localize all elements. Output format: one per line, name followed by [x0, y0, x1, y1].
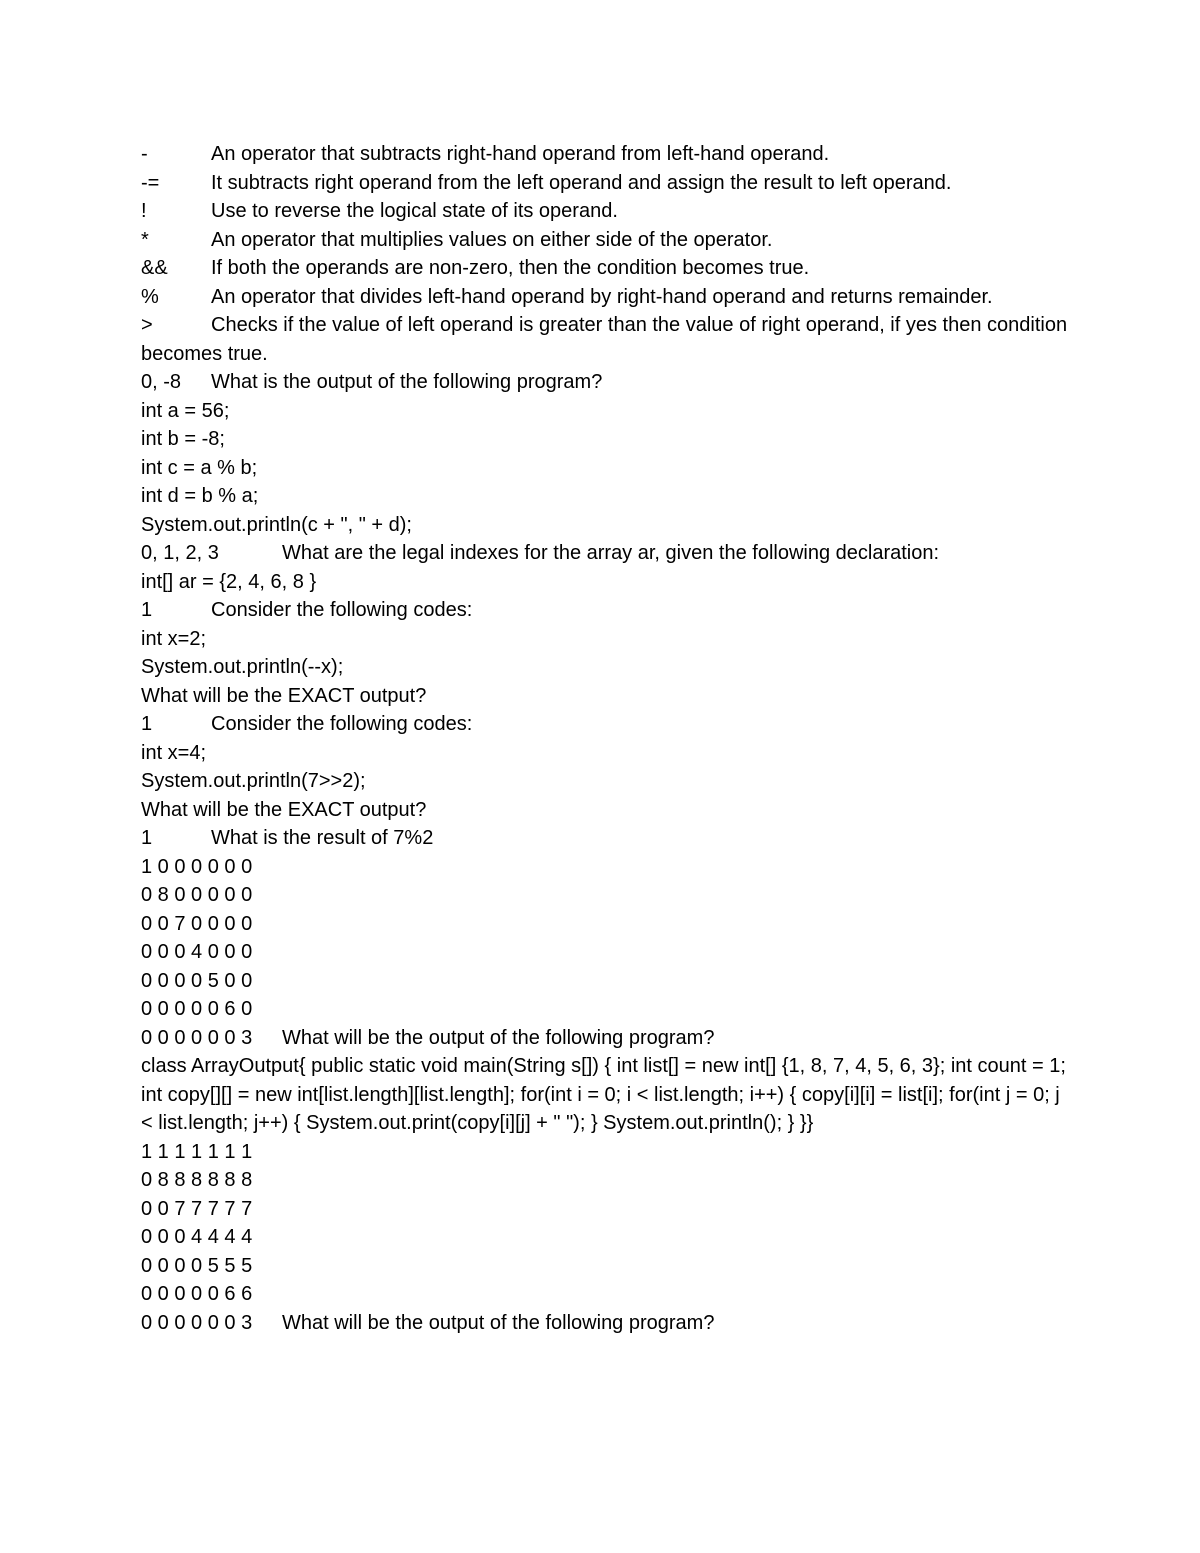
answer-line — [141, 710, 1071, 739]
matrix-row: 0 0 0 4 0 0 0 — [141, 941, 253, 963]
code-line: int d = b % a; — [141, 485, 259, 507]
code-line: int[] ar = {2, 4, 6, 8 } — [141, 570, 317, 593]
matrix-row: 0 0 0 0 5 5 5 — [141, 1254, 253, 1277]
answer-line — [141, 1309, 1071, 1338]
code-line: System.out.println(c + ", " + d); — [141, 513, 412, 536]
answer-line — [141, 368, 1071, 397]
term: % — [141, 285, 159, 308]
code-line: int x=2; — [141, 627, 207, 650]
term: ! — [141, 200, 147, 222]
term: && — [141, 257, 168, 279]
question: What are the legal indexes for the array ar, given the following declaration: — [282, 542, 940, 564]
answer-line — [141, 539, 1071, 568]
definition-line — [141, 140, 1071, 169]
definition-line — [141, 254, 1071, 283]
term: * — [141, 228, 149, 251]
matrix-row: 0 0 7 7 7 7 7 — [141, 1197, 253, 1220]
question: What is the result of 7%2 — [211, 827, 434, 849]
matrix-row: 0 8 8 8 8 8 8 — [141, 1169, 253, 1191]
definition: An operator that divides left-hand operand by right-hand operand and returns remainder. — [211, 285, 993, 308]
question: Consider the following codes: — [211, 713, 473, 735]
answer: 1 — [141, 827, 153, 849]
definition-line — [141, 311, 1071, 368]
code-line: System.out.println(--x); — [141, 656, 344, 678]
answer-line — [141, 596, 1071, 625]
answer-line — [141, 1024, 1071, 1053]
code-line: System.out.println(7>>2); — [141, 770, 366, 792]
definition: An operator that multiplies values on either side of the operator. — [211, 228, 773, 251]
text-line: What will be the EXACT output? — [141, 684, 427, 707]
question: What will be the output of the following program? — [282, 1026, 715, 1049]
definition-line — [141, 169, 1071, 198]
answer: 0 0 0 0 0 0 3 — [141, 1026, 253, 1049]
answer: 0, 1, 2, 3 — [141, 542, 219, 564]
matrix-row: 0 0 0 0 0 6 6 — [141, 1283, 253, 1305]
definition: If both the operands are non-zero, then the condition becomes true. — [211, 257, 810, 279]
question: Consider the following codes: — [211, 599, 473, 621]
code-line: int x=4; — [141, 741, 207, 764]
matrix-row: 0 0 7 0 0 0 0 — [141, 912, 253, 935]
matrix-row: 0 0 0 4 4 4 4 — [141, 1226, 253, 1248]
matrix-row: 0 0 0 0 0 6 0 — [141, 998, 253, 1020]
document-body — [141, 140, 1071, 1337]
matrix-row: 1 1 1 1 1 1 1 — [141, 1140, 253, 1163]
code-line: int c = a % b; — [141, 456, 258, 479]
question: What will be the output of the following program? — [282, 1311, 715, 1334]
answer: 1 — [141, 713, 153, 735]
definition: Use to reverse the logical state of its operand. — [211, 200, 618, 222]
text-line: What will be the EXACT output? — [141, 798, 427, 821]
code-line: int b = -8; — [141, 428, 225, 450]
definition: Checks if the value of left operand is greater than the value of right operand, if yes then condition becomes true. — [141, 314, 1068, 365]
code-paragraph: class ArrayOutput{ public static void main(String s[]) { int list[] = new int[] {1, 8, 7, 4, 5, 6, 3}; int count = 1; int copy[][] = new int[list.length][list.length]; for(int i = 0; i < list.length; i++) { copy[i][i] = list[i]; for(int j = 0; j < list.length; j++) { System.out.print(copy[i][j] + " "); } System.out.println(); } }} — [141, 1055, 1066, 1134]
definition-line — [141, 226, 1071, 255]
matrix-row: 0 0 0 0 5 0 0 — [141, 969, 253, 992]
code-line: int a = 56; — [141, 399, 230, 422]
definition-line — [141, 283, 1071, 312]
question: What is the output of the following program? — [211, 371, 603, 393]
definition-line — [141, 197, 1071, 226]
answer: 0, -8 — [141, 371, 182, 393]
definition: It subtracts right operand from the left operand and assign the result to left operand. — [211, 171, 952, 194]
definition: An operator that subtracts right-hand operand from left-hand operand. — [211, 143, 830, 165]
answer: 0 0 0 0 0 0 3 — [141, 1311, 253, 1334]
term: - — [141, 143, 148, 165]
answer-line — [141, 824, 1071, 853]
answer: 1 — [141, 599, 153, 621]
matrix-row: 0 8 0 0 0 0 0 — [141, 884, 253, 906]
term: > — [141, 314, 153, 336]
term: -= — [141, 171, 160, 194]
matrix-row: 1 0 0 0 0 0 0 — [141, 855, 253, 878]
